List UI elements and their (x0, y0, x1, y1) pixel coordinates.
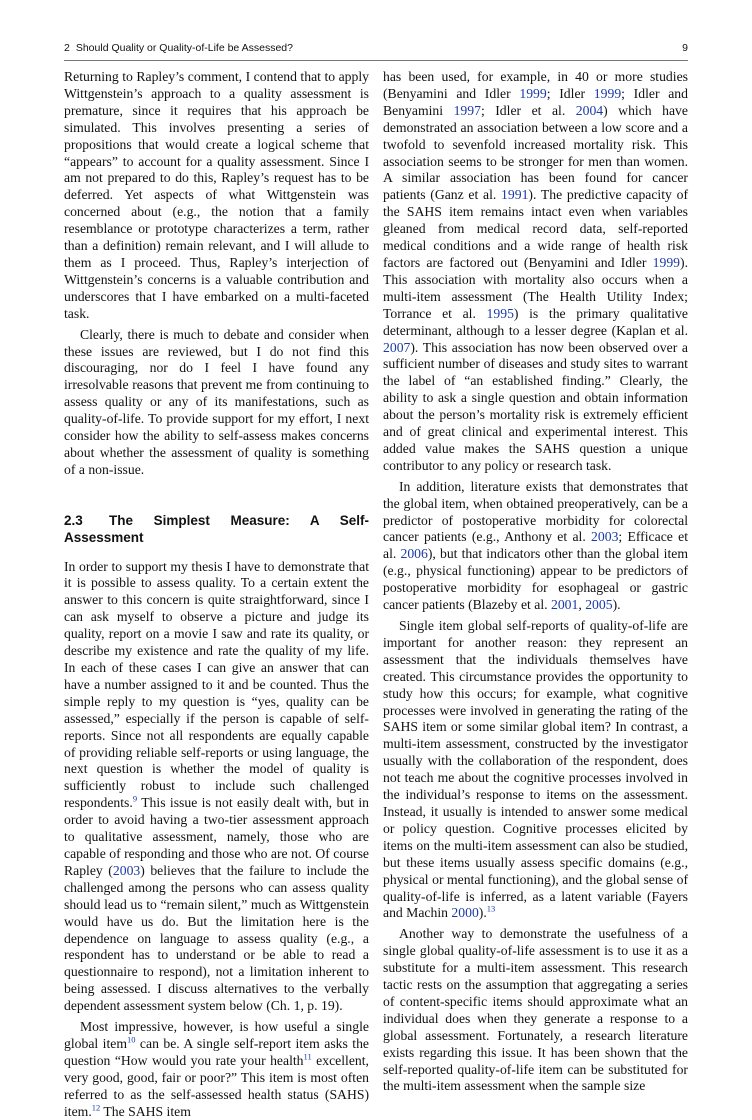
running-head (64, 42, 688, 58)
citation-link[interactable]: 2005 (585, 597, 613, 613)
text-run: ). The predictive capacity of the SAHS item remains intact even when variables gleaned from medical record data, self-reported medical conditions and a wide range of health risk factors are factored out (Benyamini and Idler (383, 187, 688, 270)
text-run: ; Efficace et al. (383, 529, 688, 562)
citation-link[interactable]: 1999 (652, 254, 681, 270)
citation-link[interactable]: 2000 (451, 905, 479, 921)
footnote-link[interactable]: 11 (303, 1051, 312, 1062)
citation-link[interactable]: 2003 (591, 529, 619, 545)
text-run: Another way to demonstrate the usefulness of a single global quality-of-life assessment is to use it as a substitute for a multi-item assessment. This research tactic rests on the assumption that aggregating a series of content-specific items should approximate what an individual does when they generate a response to a global assessment. Fortunately, a research literature exists regarding this issue. It has been shown that the self-reported quality-of-life item can be substituted for the multi-item assessment when the sample size (383, 926, 688, 1094)
paragraph (383, 479, 688, 614)
page-number: 9 (682, 42, 688, 54)
text-run: ) which have demonstrated an association between a low score and a twofold to sevenfold increased mortality risk. This association seems to be stronger for men than women. A similar association has been found for cancer patients (Ganz et al. (383, 102, 688, 203)
right-column (383, 69, 688, 1095)
footnote-link[interactable]: 10 (126, 1034, 136, 1045)
text-run: ; Idler et al. (480, 102, 576, 118)
footnote-link[interactable]: 13 (486, 903, 496, 914)
text-run: This issue is not easily dealt with, but in order to avoid having a two-tier assessment approach to qualitative assessment, namely, those who are capable of responding and those who are not. Of course Rapley ( (64, 795, 369, 878)
text-run: ) believes that the failure to include the challenged among the persons who can assess quality should lead us to “remain silent,” much as Wittgenstein would have us do. But the limitation here is the dependence on language to assess quality (e.g., a respondent has to understand or be able to read a questionnaire to respond), not a limitation inherent to being assessed. I discuss alternatives to the verbally dependent assessment system below (Ch. 1, p. 19). (64, 862, 369, 1014)
citation-link[interactable]: 1999 (519, 85, 547, 101)
citation-link[interactable]: 2001 (550, 597, 579, 613)
text-run: ). (478, 905, 487, 921)
text-run: Single item global self-reports of quality-of-life are important for another reason: they represent an assessment that the individuals themselves have created. This circumstance provides the opportunity to study how this occurs; for example, what cognitive processes were involved in generating the rating of the SAHS item or some similar global item? In contrast, a multi-item assessment, constructed by the investigator usually with the collaboration of the respondent, does not teach me about the cognitive processes involved in the individual’s response to items on the assessment. Instead, it usually is intended to answer some medical or policy question. Cognitive processes elicited by items on the multi-item assessment can also be studied, but these items usually assess specific domains (e.g., physical or mental functioning), and the global sense of quality-of-life is inferred, as a latent variable (Fayers and Machin (383, 618, 688, 921)
footnote-link[interactable]: 9 (132, 793, 138, 804)
chapter-title: Should Quality or Quality-of-Life be Assessed? (75, 42, 293, 54)
citation-link[interactable]: 1995 (486, 305, 514, 321)
citation-link[interactable]: 2004 (575, 102, 604, 118)
header-rule (64, 60, 688, 61)
paragraph (383, 618, 688, 922)
footnote-link[interactable]: 12 (91, 1102, 101, 1112)
citation-link[interactable]: 1991 (501, 187, 529, 203)
left-column (64, 69, 369, 1120)
citation-link[interactable]: 2007 (383, 339, 411, 355)
paragraph (64, 69, 369, 323)
text-run: ), but that indicators other than the global item (e.g., physical functioning) appear to be predictors of postoperative morbidity for esophageal or gastric cancer patients (Blazeby et al. (383, 546, 688, 613)
text-run: ; Idler and Benyamini (383, 85, 688, 118)
citation-link[interactable]: 2006 (400, 546, 428, 562)
text-run: ). (612, 597, 621, 613)
text-run: ). This association has now been observed over a sufficient number of diseases and study sites to warrant the label of “an established finding.” Clearly, the ability to ask a single question and obtain information about the person’s mortality risk is extremely efficient and of great clinical and experimental interest. This added value makes the SAHS question a unique contributor to any policy or research task. (383, 339, 688, 473)
paragraph (64, 327, 369, 479)
text-run: excellent, very good, good, fair or poor?” This item is most often referred to as the self-assessed health status (SAHS) item. (64, 1052, 369, 1119)
chapter-heading (64, 42, 299, 54)
citation-link[interactable]: 1997 (453, 102, 481, 118)
text-run: Clearly, there is much to debate and consider when these issues are reviewed, but I do not find this discouraging, nor do I feel I have found any irresolvable reasons that prevent me from continuing to assess quality or any of its manifestations, such as quality-of-life. To provide support for my effort, I next consider how the ability to self-assess makes concerns about whether the assessment of quality is something of a non-issue. (64, 326, 369, 477)
text-run: In addition, literature exists that demonstrates that the global item, when obtained preoperatively, can be a predictor of postoperative morbidity for colorectal cancer patients (e.g., Anthony et al. (383, 478, 688, 545)
text-run: can be. A single self-report item asks the question “How would you rate your health (64, 1035, 369, 1068)
paragraph (383, 69, 688, 475)
section-number: 2.3 (64, 512, 83, 528)
text-run: In order to support my thesis I have to demonstrate that it is possible to assess quality. To a certain extent the answer to this concern is quite straightforward, since I can ask myself to observe a picture and judge its quality, report on a movie I saw and rate its quality, or describe my existence and rate the quality of my life. In each of these cases I can give an answer that can have a number assigned to it and be counted. Thus the simple reply to my question is “yes, quality can be assessed,” especially if the person is capable of self-reports. Since not all respondents are equally capable of providing reliable self-reports or using language, the next question is whether the model of quality is sufficiently robust to include such challenged respondents. (64, 558, 369, 811)
text-run: ; Idler (546, 85, 594, 101)
text-run: ). This association with mortality also occurs when a multi-item assessment (The Health Utility Index; Torrance et al. (383, 254, 688, 321)
text-run: has been used, for example, in 40 or more studies (Benyamini and Idler (383, 69, 688, 101)
text-run: The SAHS item (100, 1103, 191, 1119)
section-title: The Simplest Measure: A Self-Assessment (64, 512, 369, 545)
text-run: Most impressive, however, is how useful a single global item (64, 1019, 369, 1051)
paragraph (383, 926, 688, 1095)
text-run: Returning to Rapley’s comment, I contend that to apply Wittgenstein’s approach to a quality assessment is premature, since it requires that his approach be simulated. This involves presenting a series of propositions that would create a logical scheme that “appears” to account for a quality assessment. Since I am not prepared to do this, Rapley’s request has to be deferred. Yet aspects of what Wittgenstein was concerned about (e.g., the notion that a family resemblance or prototype characterizes a term, rather than a definition) remain relevant, and I will allude to them as I proceed. Thus, Rapley’s interjection of Wittgenstein’s concerns is a valuable contribution and underscores that I have embarked on a multi-faceted task. (64, 69, 369, 321)
section-heading (64, 513, 369, 547)
text-run: , (578, 597, 586, 613)
chapter-number: 2 (64, 42, 70, 54)
text-run: ) is the primary qualitative determinant, although to a lesser degree (Kaplan et al. (383, 305, 688, 338)
paragraph (64, 559, 369, 1015)
paragraph (64, 1019, 369, 1120)
citation-link[interactable]: 1999 (593, 85, 622, 101)
citation-link[interactable]: 2003 (112, 862, 141, 878)
